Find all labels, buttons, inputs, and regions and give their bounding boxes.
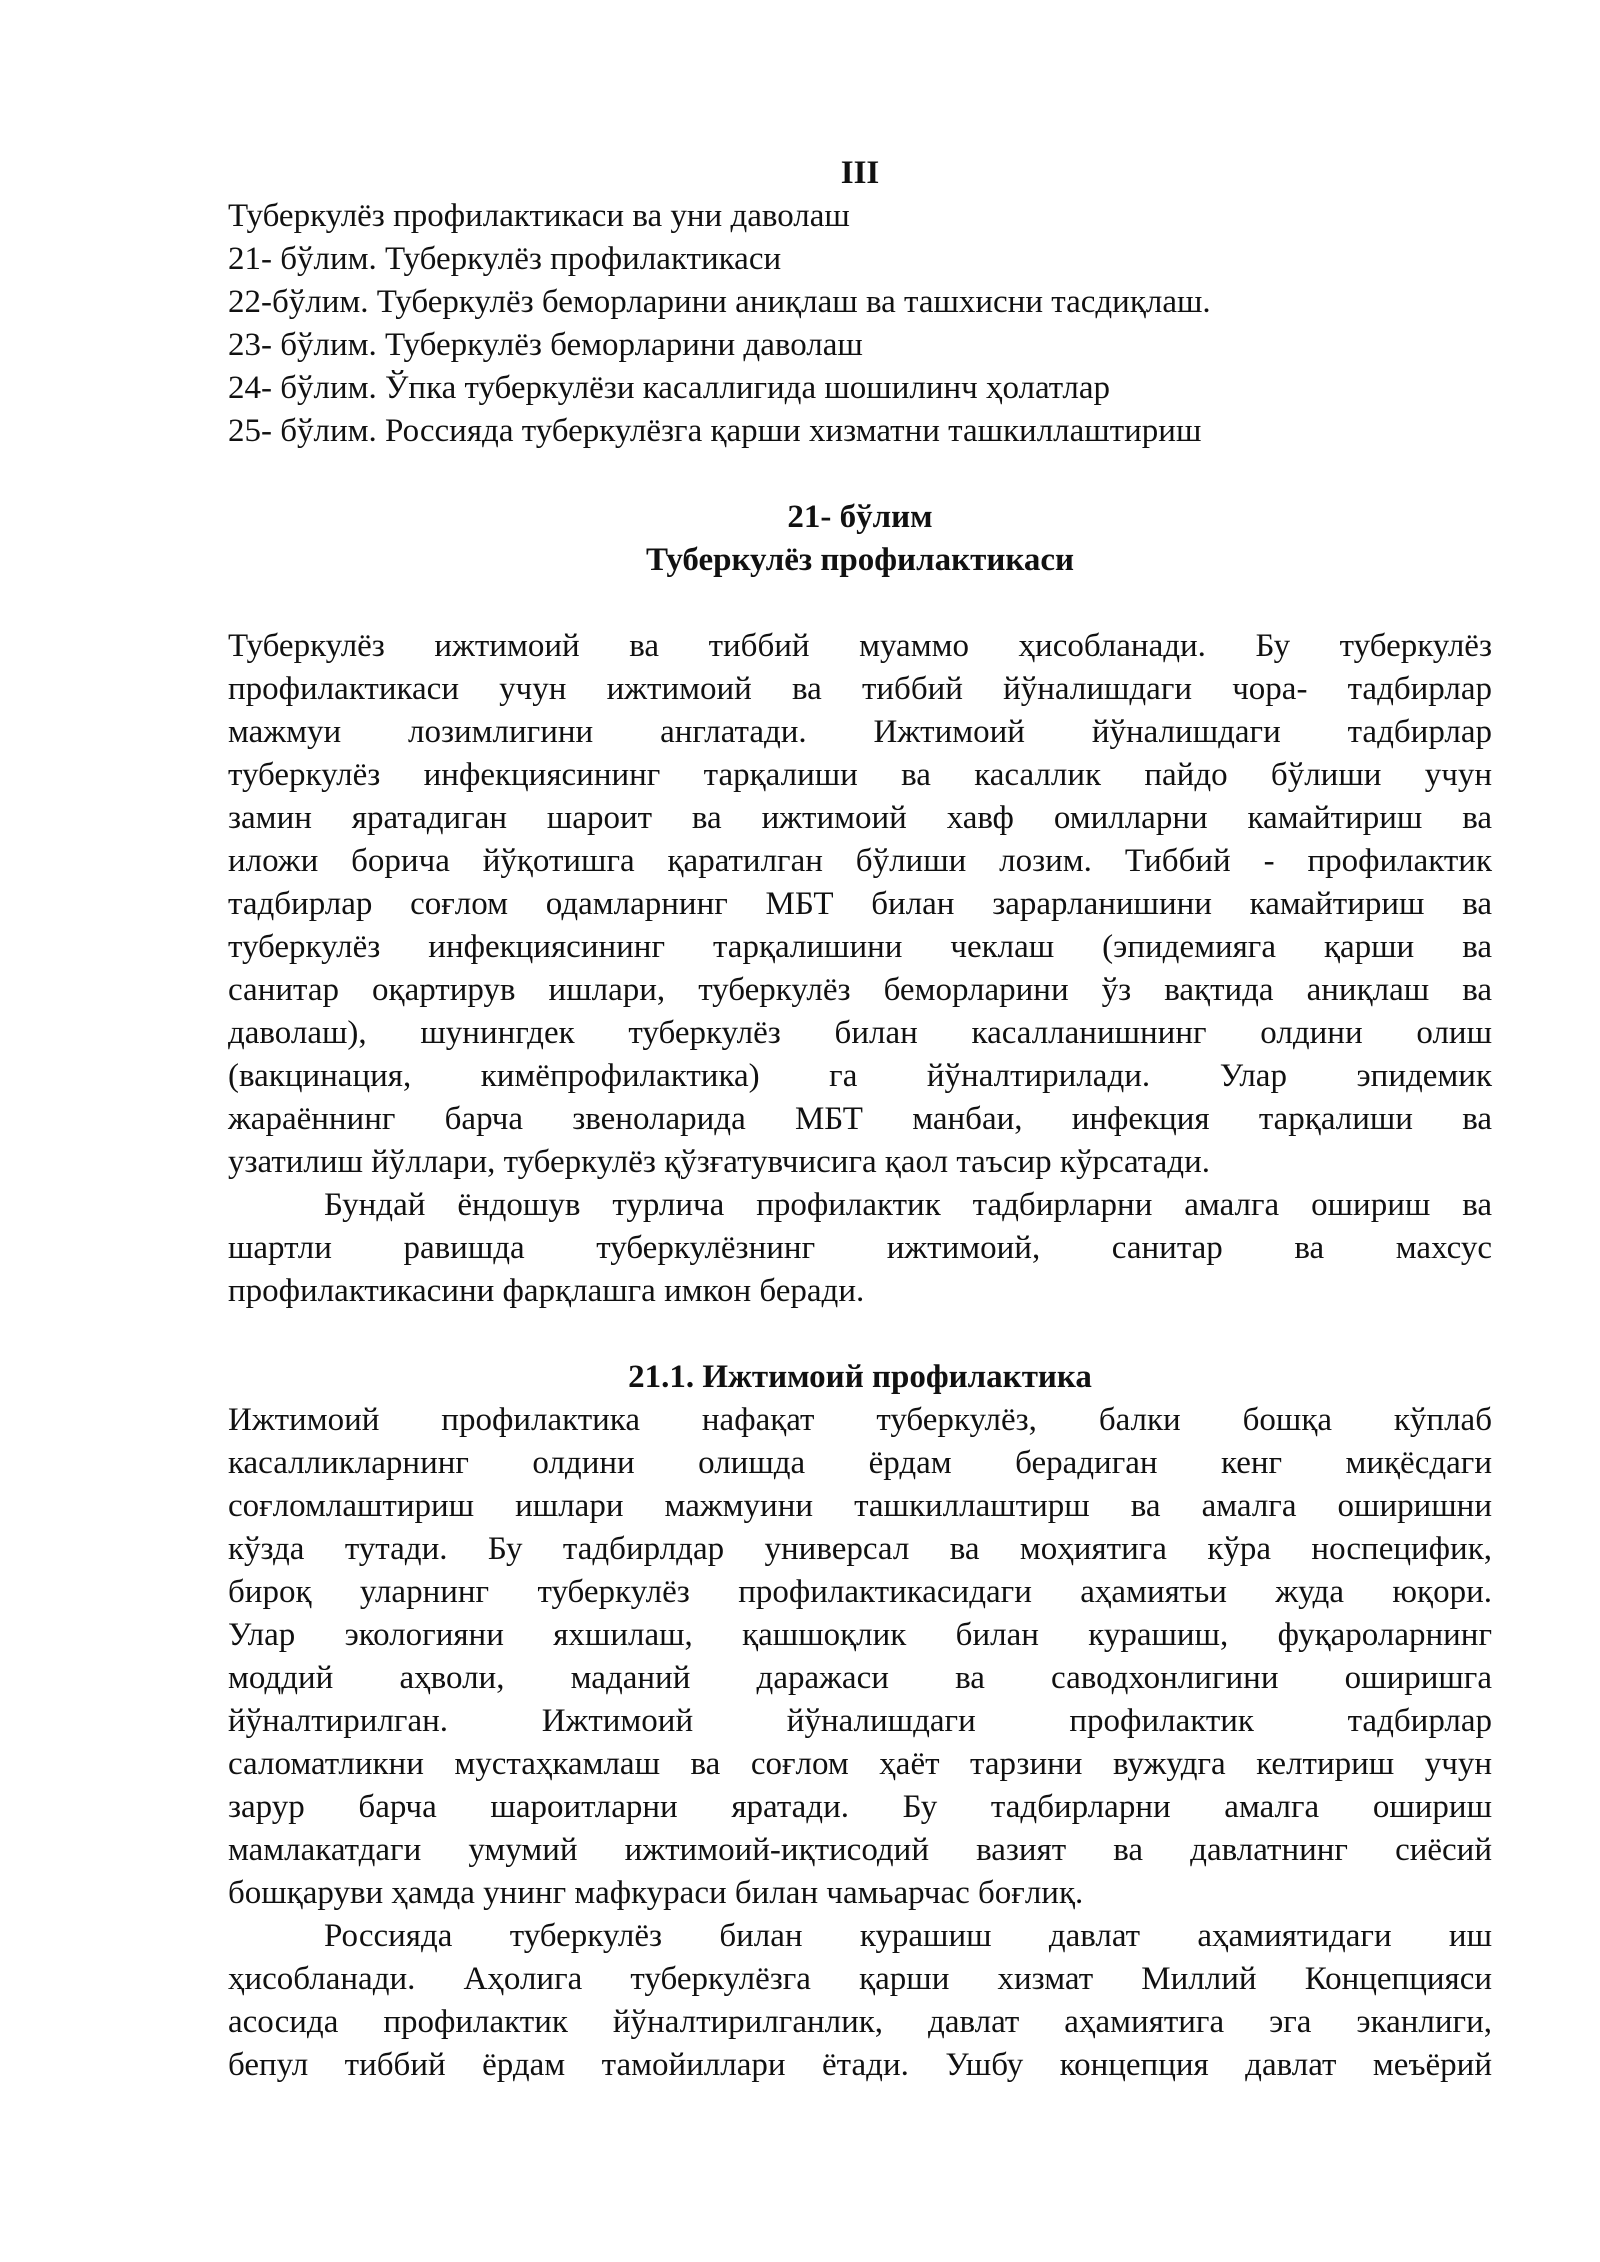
- text-line: бошқаруви ҳамда унинг мафкураси билан чамьарчас боғлиқ.: [228, 1875, 1084, 1911]
- text-line: мажмуи лозимлигини англатади. Ижтимоий йўналишдаги тадбирлар: [228, 714, 1492, 750]
- text-line: замин яратадиган шароит ва ижтимоий хавф омилларни камайтириш ва: [228, 800, 1492, 836]
- text-line: ҳисобланади. Аҳолига туберкулёзга қарши хизмат Миллий Концепцияси: [228, 1961, 1492, 1997]
- text-line: жараённинг барча звеноларида МБТ манбаи, инфекция тарқалиши ва: [228, 1101, 1492, 1137]
- text-line: моддий аҳволи, маданий даражаси ва саводхонлигини оширишга: [228, 1660, 1492, 1696]
- text-line: Россияда туберкулёз билан курашиш давлат аҳамиятидаги иш: [324, 1918, 1492, 1954]
- paragraph-russia: [228, 1915, 1492, 2087]
- text-line: туберкулёз инфекциясининг тарқалишини чеклаш (эпидемияга қарши ва: [228, 929, 1492, 965]
- table-of-contents: [228, 195, 1492, 453]
- text-line: санитар оқартирув ишлари, туберкулёз беморларини ўз вақтида аниқлаш ва: [228, 972, 1492, 1008]
- toc-item: 21- бўлим. Туберкулёз профилактикаси: [228, 241, 782, 277]
- toc-item: 23- бўлим. Туберкулёз беморларини даволаш: [228, 327, 863, 363]
- chapter-number: 21- бўлим: [787, 499, 933, 535]
- paragraph-intro: [228, 625, 1492, 1184]
- text-line: Ижтимоий профилактика нафақат туберкулёз, балки бошқа кўплаб: [228, 1402, 1492, 1438]
- text-line: бироқ уларнинг туберкулёз профилактикасидаги аҳамиятьи жуда юқори.: [228, 1574, 1492, 1610]
- section-title: 21.1. Ижтимоий профилактика: [628, 1359, 1092, 1395]
- text-line: Улар экологияни яхшилаш, қашшоқлик билан курашиш, фуқароларнинг: [228, 1617, 1492, 1653]
- toc-item: 25- бўлим. Россияда туберкулёзга қарши хизматни ташкиллаштириш: [228, 413, 1202, 449]
- document-page: [228, 152, 1492, 2087]
- text-line: йўналтирилган. Ижтимоий йўналишдаги профилактик тадбирлар: [228, 1703, 1492, 1739]
- toc-title: Туберкулёз профилактикаси ва уни даволаш: [228, 198, 850, 234]
- paragraph-approach: [228, 1184, 1492, 1313]
- text-line: тадбирлар соғлом одамларнинг МБТ билан зарарланишини камайтириш ва: [228, 886, 1492, 922]
- text-line: соғломлаштириш ишлари мажмуини ташкиллаштирш ва амалга оширишни: [228, 1488, 1492, 1524]
- toc-item: 24- бўлим. Ўпка туберкулёзи касаллигида шошилинч ҳолатлар: [228, 370, 1111, 406]
- text-line: кўзда тутади. Бу тадбирлдар универсал ва моҳиятига кўра носпецифик,: [228, 1531, 1492, 1567]
- text-line: касалликларнинг олдини олишда ёрдам берадиган кенг миқёсдаги: [228, 1445, 1492, 1481]
- text-line: мамлакатдаги умумий ижтимоий-иқтисодий вазият ва давлатнинг сиёсий: [228, 1832, 1492, 1868]
- text-line: узатилиш йўллари, туберкулёз қўзғатувчисига қаол таъсир кўрсатади.: [228, 1144, 1210, 1180]
- toc-item: 22-бўлим. Туберкулёз беморларини аниқлаш ва ташхисни тасдиқлаш.: [228, 284, 1211, 320]
- text-line: иложи борича йўқотишга қаратилган бўлиши лозим. Тиббий - профилактик: [228, 843, 1492, 879]
- spacer: [228, 1313, 1492, 1356]
- spacer: [228, 582, 1492, 625]
- chapter-title: Туберкулёз профилактикаси: [645, 542, 1075, 578]
- text-line: Бундай ёндошув турлича профилактик тадбирларни амалга ошириш ва: [324, 1187, 1492, 1223]
- text-line: шартли равишда туберкулёзнинг ижтимоий, санитар ва махсус: [228, 1230, 1492, 1266]
- paragraph-social-prophylaxis: [228, 1399, 1492, 1915]
- text-line: туберкулёз инфекциясининг тарқалиши ва касаллик пайдо бўлиши учун: [228, 757, 1492, 793]
- spacer: [228, 453, 1492, 496]
- text-line: даволаш), шунингдек туберкулёз билан касалланишнинг олдини олиш: [228, 1015, 1492, 1051]
- text-line: профилактикасини фарқлашга имкон беради.: [228, 1273, 865, 1309]
- text-line: профилактикаси учун ижтимоий ва тиббий йўналишдаги чора- тадбирлар: [228, 671, 1492, 707]
- text-line: саломатликни мустаҳкамлаш ва соғлом ҳаёт тарзини вужудга келтириш учун: [228, 1746, 1492, 1782]
- text-line: асосида профилактик йўналтирилганлик, давлат аҳамиятига эга эканлиги,: [228, 2004, 1492, 2040]
- text-line: бепул тиббий ёрдам тамойиллари ётади. Ушбу концепция давлат меъёрий: [228, 2047, 1492, 2083]
- text-line: Туберкулёз ижтимоий ва тиббий муаммо ҳисобланади. Бу туберкулёз: [228, 628, 1492, 664]
- text-line: (вакцинация, кимёпрофилактика) га йўналтирилади. Улар эпидемик: [228, 1058, 1492, 1094]
- part-heading: III: [840, 155, 880, 191]
- text-line: зарур барча шароитларни яратади. Бу тадбирларни амалга ошириш: [228, 1789, 1492, 1825]
